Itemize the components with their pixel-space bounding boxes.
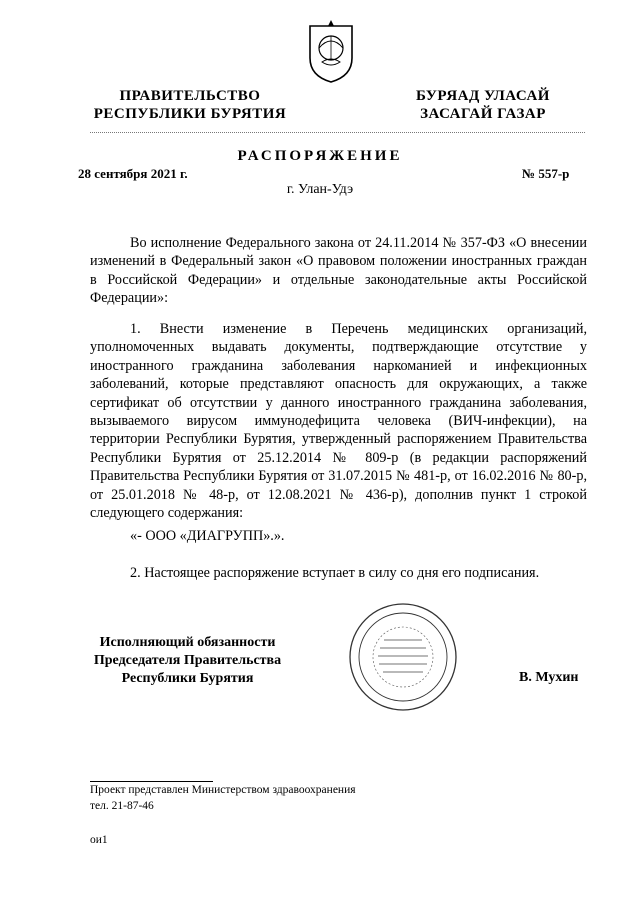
document-date: 28 сентября 2021 г. xyxy=(78,166,188,181)
quote-paragraph: «- ООО «ДИАГРУПП».». xyxy=(130,528,285,544)
government-name-bua: БУРЯАД УЛАСАЙ ЗАСАГАЙ ГАЗАР xyxy=(416,88,550,122)
preamble-paragraph: Во исполнение Федерального закона от 24.11.2014 № 357-ФЗ «О внесении изменений в Федеральный закон «О правовом положении иностранных граждан в Российской Федерации» и отдельные законодательные акты Российской Федерации»: xyxy=(90,235,587,307)
signatory-title: Исполняющий обязанности Председателя Правительства Республики Бурятия xyxy=(93,635,282,686)
footer-phone: тел. 21-87-46 xyxy=(90,800,154,812)
government-name-ru: ПРАВИТЕЛЬСТВО РЕСПУБЛИКИ БУРЯТИЯ xyxy=(93,88,287,122)
coat-of-arms-icon xyxy=(306,18,356,84)
official-seal-icon xyxy=(348,602,458,712)
signatory-name: В. Мухин xyxy=(519,670,579,685)
footer-note: Проект представлен Министерством здравоохранения xyxy=(90,784,356,796)
document-city: г. Улан-Удэ xyxy=(286,182,354,197)
footer-code: ои1 xyxy=(90,834,108,846)
footer-divider xyxy=(90,781,213,782)
document-number: № 557-р xyxy=(522,166,570,181)
item-2-paragraph: 2. Настоящее распоряжение вступает в силу со дня его подписания. xyxy=(130,565,540,581)
header-divider xyxy=(90,132,585,133)
document-title: РАСПОРЯЖЕНИЕ xyxy=(237,148,403,164)
item-1-paragraph: 1. Внести изменение в Перечень медицинских организаций, уполномоченных выдавать документы, подтверждающие отсутствие у иностранного гражданина заболевания наркоманией и инфекционных заболеваний, которые представляют опасность для окружающих, а также сертификат об отсутствии у данного иностранного гражданина заболевания, вызываемого вирусом иммунодефицита человека (ВИЧ-инфекции), на территории Республики Бурятия, утвержденный распоряжением Правительства Республики Бурятия от 25.12.2014 № 809-р (в редакции распоряжений Правительства Республики Бурятия от 31.07.2015 № 481-р, от 16.02.2016 № 80-р, от 25.01.2018 № 48-р, от 12.08.2021 № 436-р), дополнив пункт 1 строкой следующего содержания: xyxy=(90,321,587,522)
